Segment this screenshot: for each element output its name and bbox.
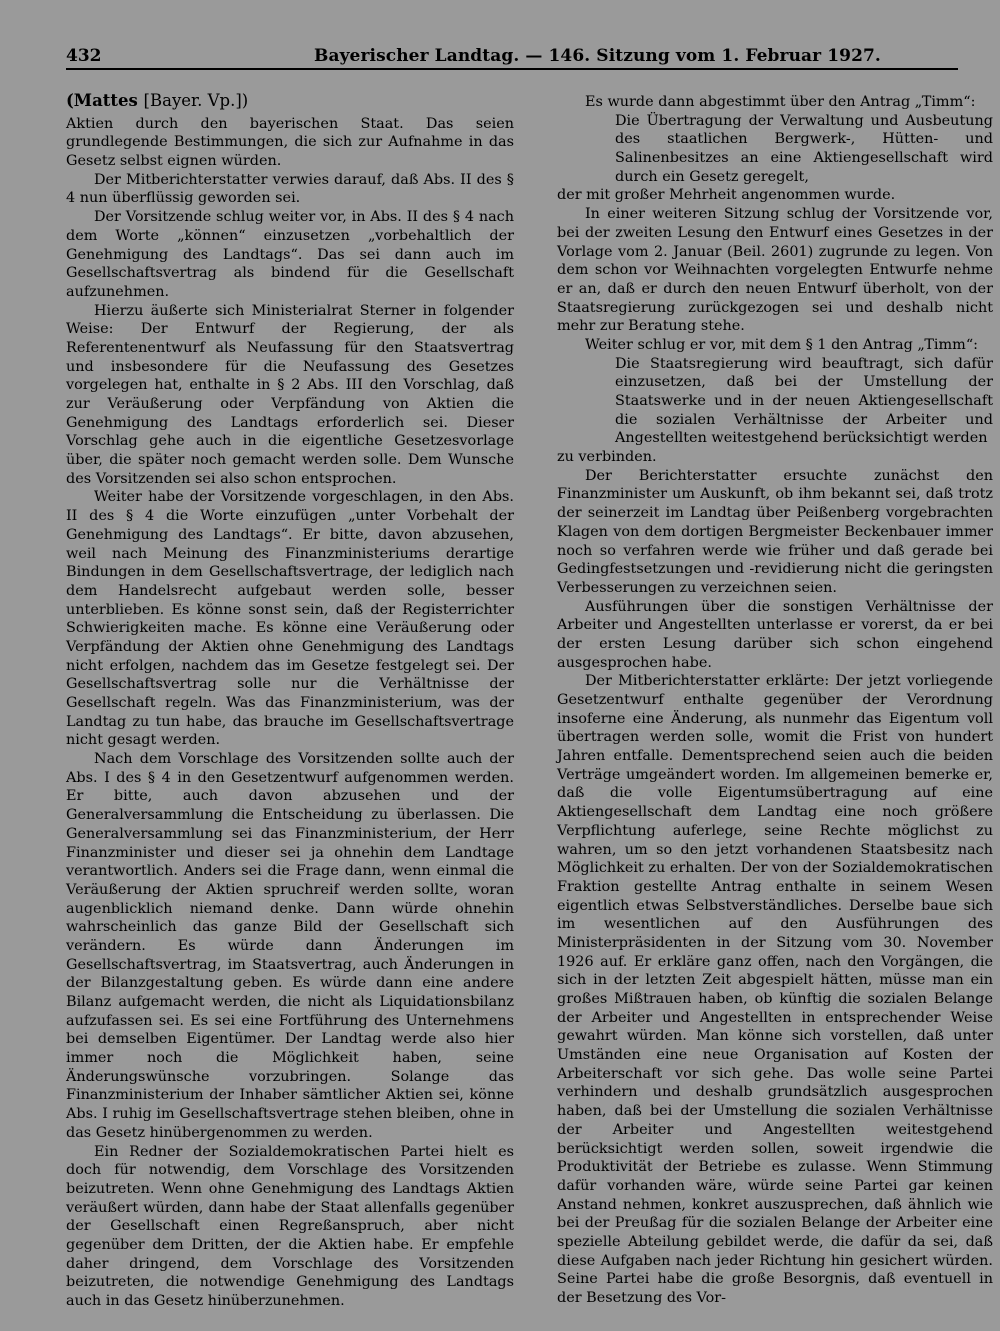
paragraph: Es wurde dann abgestimmt über den Antrag „Timm“: xyxy=(585,94,976,110)
quoted-motion: Die Staatsregierung wird beauftragt, sich dafür einzusetzen, daß bei der Umstellung der Staatswerke und in der neuen Aktiengesellschaft die sozialen Verhältnisse der Arbeiter und Angestellten weitestgehend berücksichtigt werden xyxy=(615,355,993,447)
header-rule xyxy=(66,68,958,70)
paragraph: Der Vorsitzende schlug weiter vor, in Abs. II des § 4 nach dem Worte „können“ einzusetzen „vorbehaltlich der Genehmigung des Landtags“. Das sei dann auch im Gesellschaftsvertrag als bindend für die Gesellschaft aufzunehmen. xyxy=(66,209,514,300)
quoted-motion: Die Übertragung der Verwaltung und Ausbeutung des staatlichen Bergwerk-, Hütten- und Salinenbesitzes an eine Aktiengesellschaft wird durch ein Gesetz geregelt, xyxy=(615,112,993,185)
paragraph: In einer weiteren Sitzung schlug der Vorsitzende vor, bei der zweiten Lesung den Entwurf eines Gesetzes in der Vorlage vom 2. Januar (Beil. 2601) zugrunde zu legen. Von dem schon vor Weihnachten vorgelegten Entwurfe nehme er an, daß er durch den neuen Entwurf überholt, von der Staatsregierung zurückgezogen sei und deshalb nicht mehr zur Beratung stehe. xyxy=(557,206,993,335)
paragraph: Der Mitberichterstatter erklärte: Der jetzt vorliegende Gesetzentwurf enthalte gegenüber der Verordnung insoferne eine Änderung, als nunmehr das Eigentum voll übertragen werden solle, womit die Frist von hundert Jahren entfalle. Dementsprechend seien auch die beiden Verträge umgeändert worden. Im allgemeinen bemerke er, daß die volle Eigentumsübertragung auf eine Aktiengesellschaft dem Landtag eine noch größere Verpflichtung auferlege, seine Rechte möglichst zu wahren, um so den jetzt vorhandenen Staatsbesitz nach Möglichkeit zu erhalten. Der von der Sozialdemokratischen Fraktion gestellte Antrag enthalte in seinem Wesen eigentlich etwas Selbstverständliches. Derselbe baue sich im wesentlichen auf den Ausführungen des Ministerpräsidenten in der Sitzung vom 30. November 1926 auf. Er erkläre ganz offen, nach den Vorgängen, die sich in der letzten Zeit abgespielt hätten, müsse man ein großes Mißtrauen haben, ob künftig die sozialen Belange der Arbeiter und Angestellten in entsprechender Weise gewahrt würden. Man könne sich vorstellen, daß unter Umständen eine neue Organisation auf Kosten der Arbeiterschaft vor sich gehe. Das wolle seine Partei verhindern und deshalb grundsätzlich ausgesprochen haben, daß bei der Umstellung die sozialen Verhältnisse der Arbeiter und Angestellten weitestgehend berücksichtigt werden sollen, soweit irgendwie die Produktivität der Betriebe es zulasse. Wenn Stimmung dafür vorhanden wäre, würde seine Partei gar keinen Anstand nehmen, konkret auszusprechen, daß ähnlich wie bei der Preußag für die sozialen Belange der Arbeiter eine spezielle Abteilung gebildet werde, die dafür da sei, daß diese Aufgaben nach jeder Richtung hin gesichert würden. Seine Partei habe die große Besorgnis, daß eventuell in der Besetzung des Vor- xyxy=(557,673,993,1306)
speaker-party: [Bayer. Vp.]) xyxy=(143,91,249,110)
paragraph: zu verbinden. xyxy=(557,449,657,466)
running-title: Bayerischer Landtag. — 146. Sitzung vom 1. Februar 1927. xyxy=(314,46,881,66)
paragraph: Ausführungen über die sonstigen Verhältnisse der Arbeiter und Angestellten unterlasse er vorerst, da er bei der ersten Lesung darüber sich schon eingehend ausgesprochen habe. xyxy=(557,598,993,671)
paragraph: der mit großer Mehrheit angenommen wurde. xyxy=(557,187,896,204)
paragraph: Der Mitberichterstatter verwies darauf, daß Abs. II des § 4 nun überflüssig geworden sei. xyxy=(66,171,514,207)
paragraph: Aktien durch den bayerischen Staat. Das seien grundlegende Bestimmungen, die sich zur Aufnahme in das Gesetz selbst eignen würden. xyxy=(66,115,514,170)
speaker-name: (Mattes xyxy=(66,91,138,110)
speaker-heading xyxy=(66,92,514,111)
paragraph: Der Berichterstatter ersuchte zunächst den Finanzminister um Auskunft, ob ihm bekannt sei, daß trotz der seinerzeit im Landtag über Peißenberg vorgebrachten Klagen von dem dortigen Bergmeister Beckenbauer immer noch so verfahren werde wie früher und daß gerade bei Gedingfestsetzungen und -revidierung nicht die geringsten Verbesserungen zu verzeichnen seien. xyxy=(557,467,993,596)
page-header xyxy=(66,44,958,68)
paragraph: Ein Redner der Sozialdemokratischen Partei hielt es doch für notwendig, dem Vorschlage des Vorsitzenden beizutreten. Wenn ohne Genehmigung des Landtags Aktien veräußert würden, dann habe der Staat allenfalls gegenüber der Gesellschaft einen Regreßanspruch, aber nicht gegenüber dem Dritten, der die Aktien habe. Er empfehle daher dringend, dem Vorschlage des Vorsitzenden beizutreten, die notwendige Genehmigung des Landtags auch in das Gesetz hinüberzunehmen. xyxy=(66,1143,514,1309)
right-column xyxy=(557,93,993,1308)
left-column xyxy=(66,92,514,1311)
paragraph: Weiter habe der Vorsitzende vorgeschlagen, in den Abs. II des § 4 die Worte einzufügen „unter Vorbehalt der Genehmigung des Landtags“. Er bitte, davon abzusehen, weil nach Meinung des Finanzministeriums derartige Bindungen in dem Gesellschaftsvertrage, der lediglich nach dem Handelsrecht aufgebaut werden solle, besser unterblieben. Es könne sonst sein, daß der Registerrichter Schwierigkeiten mache. Es könne eine Veräußerung oder Verpfändung der Aktien ohne Genehmigung des Landtags nicht erfolgen, nachdem das im Gesetze festgelegt sei. Der Gesellschaftsvertrag solle nur die Verhältnisse der Gesellschaft regeln. Was das Finanzministerium, was der Landtag zu tun habe, das brauche im Gesellschaftsvertrage nicht gesagt werden. xyxy=(66,489,514,749)
paragraph: Nach dem Vorschlage des Vorsitzenden sollte auch der Abs. I des § 4 in den Gesetzentwurf aufgenommen werden. Er bitte, auch davon abzusehen und der Generalversammlung die Entscheidung zu überlassen. Die Generalversammlung sei das Finanzministerium, der Herr Finanzminister und dieser sei ja ohnehin dem Landtage verantwortlich. Anders sei die Frage dann, wenn einmal die Veräußerung der Aktien spruchreif werden sollte, woran augenblicklich niemand denke. Dann würde ohnehin wahrscheinlich das ganze Bild der Gesellschaft sich verändern. Es würde dann Änderungen im Gesellschaftsvertrag, im Staatsvertrag, auch Änderungen in der Bilanzgestaltung geben. Es würde dann eine andere Bilanz aufgemacht werden, die nicht als Liquidationsbilanz aufzufassen sei. Es sei eine Fortführung des Unternehmens bei demselben Eigentümer. Der Landtag werde also hier immer noch die Möglichkeit haben, seine Änderungswünsche vorzubringen. Solange das Finanzministerium der Inhaber sämtlicher Aktien sei, könne Abs. I ruhig im Gesellschaftsvertrage stehen bleiben, ohne in das Gesetz hinübergenommen zu werden. xyxy=(66,751,514,1141)
page-number: 432 xyxy=(66,46,102,66)
paragraph: Weiter schlug er vor, mit dem § 1 den Antrag „Timm“: xyxy=(585,336,979,353)
paragraph: Hierzu äußerte sich Ministerialrat Sterner in folgender Weise: Der Entwurf der Regierung, der als Referentenentwurf als Neufassung für den Staatsvertrag und insbesondere für die Neufassung des Gesetzes vorgelegen hat, enthalte in § 2 Abs. III den Vorschlag, daß zur Veräußerung oder Verpfändung von Aktien die Genehmigung des Landtags erforderlich sei. Dieser Vorschlag gehe auch in die eigentliche Gesetzesvorlage über, die später noch gemacht werden solle. Dem Wunsche des Vorsitzenden sei also schon entsprochen. xyxy=(66,302,514,487)
